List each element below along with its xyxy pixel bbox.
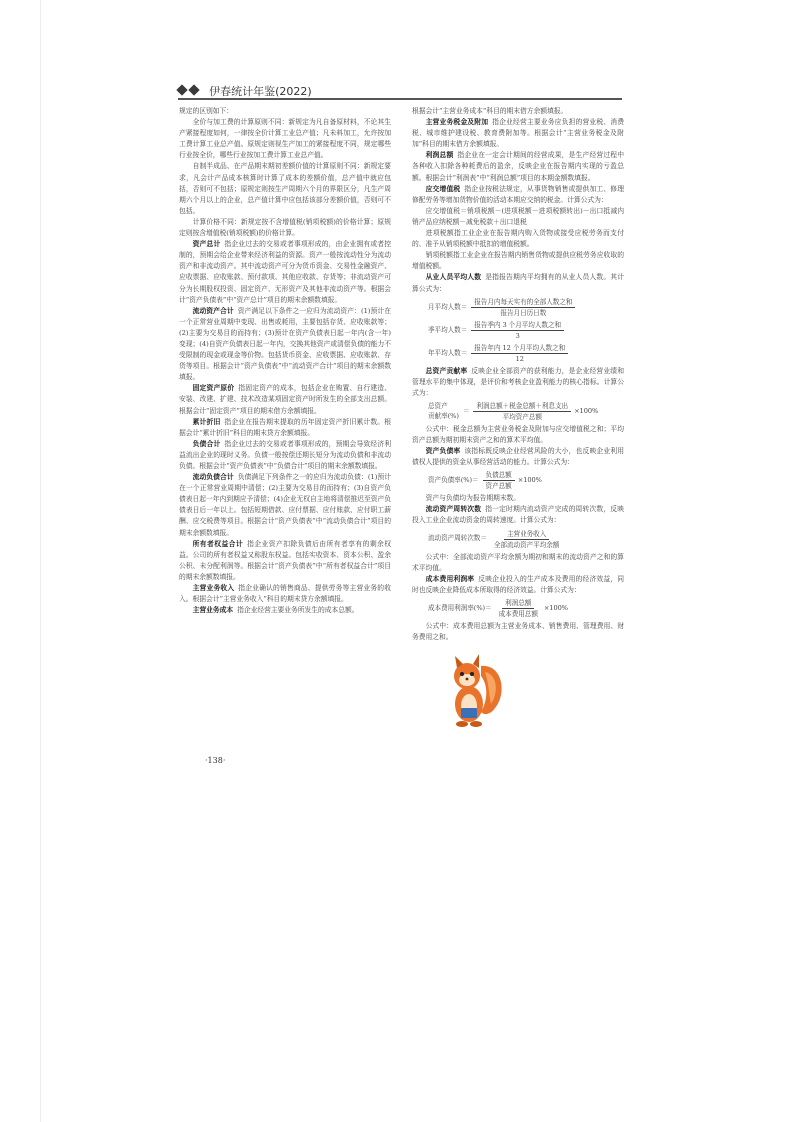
mascot-foot-left [456,721,468,727]
denominator: 平均资产总额 [502,412,542,421]
equals-sign: ＝ [462,406,470,415]
numerator: 报告年内 12 个月平均人数之和 [471,343,568,354]
definition-vat-payable [412,184,624,206]
term: 从业人员平均人数 [425,273,482,282]
paragraph: 公式中：税金总额为主营业务税金及附加与应交增值税之和；平均资产总额为期初期末资产之和的算术平均值。 [412,424,624,444]
definition-accumulated-depreciation [179,417,391,439]
term: 负债合计 [192,439,221,448]
definition-asset-contribution [412,366,624,399]
term: 流动负债合计 [192,473,234,482]
definition-text: 负债满足下列条件之一的应归为流动负债：(1)预计在一个正常营业周期中清偿；(2)主要为交易目的而持有；(3)自资产负债表日起一年内到期应予清偿；(4)企业无权自主地将清偿推迟至资产负债表日后一年以上。包括短期借款、应付票据、应付账款、应付职工薪酬、应交税费等项目。根据会计“资产负债表”中“流动负债合计”项目的期末余额数填报。 [179,473,391,537]
formula-monthly-average [428,297,624,318]
definition-main-tax [412,117,624,150]
numerator: 利润总额 [502,598,534,609]
definition-fixed-assets-original [179,383,391,416]
term: 资产总计 [192,240,221,249]
term: 利润总额 [425,151,454,160]
numerator: 主营业务收入 [504,529,549,540]
multiplier: ×100% [517,476,542,485]
fraction [491,529,562,550]
definition-owners-equity [179,539,391,583]
denominator: 资产总额 [485,482,512,491]
formula-lhs: 季平均人数＝ [428,325,468,334]
definition-main-cost [179,605,391,616]
term: 主营业务收入 [192,584,235,593]
diamond-icon [176,84,187,95]
definition-text: 指企业确认的销售商品、提供劳务等主营业务的收入。根据会计“主营业务收入”科目的期末贷方余额填报。 [179,584,391,604]
fraction [496,598,541,619]
fraction [471,320,564,341]
multiplier: ×100% [574,406,599,415]
term: 总资产贡献率 [425,366,468,375]
paragraph: 全价与加工费的计算原则不同：新规定为凡自备原材料，不论其生产紧接程度如何，一律按全价计算工业总产值；凡未料加工，允许按加工费计算工业总产值。原规定则视生产加工的紧接程度不同，规定哪些行业按全价，哪些行业按加工费计算工业总产值。 [179,118,391,160]
definition-text: 反映企业全部资产的获利能力，是企业经营业绩和管理水平的集中体现，是评价和考核企业盈利能力的核心指标。计算公式为： [412,366,624,397]
denominator: 全部流动资产平均余额 [493,540,560,549]
definition-text: 指企业过去的交易或者事项形成的，预期会导致经济利益流出企业的现时义务。负债一般按偿还期长短分为流动负债和非流动负债。根据会计“资产负债表”中“负债合计”项目的期末余额数填报。 [179,439,391,470]
definition-debt-ratio [412,446,624,468]
paragraph: 根据会计“主营业务成本”科目的期末借方余额填报。 [412,107,568,115]
paragraph: 公式中：全部流动资产平均余额为期初和期末的流动资产之和的算术平均值。 [412,552,624,572]
paragraph: 计算价格不同：新规定按不含增值税(销项税额)的价格计算；原规定则按含增值税(销项税额)的价格计算。 [179,217,391,238]
definition-text: 指企业资产扣除负债后由所有者享有的剩余权益。公司的所有者权益又称股东权益。包括实收资本、资本公积、盈余公积、未分配利润等。根据会计“资产负债表”中“所有者权益合计”项目的期末余额数填报。 [179,539,392,581]
formula-lhs [428,401,459,421]
numerator: 报告季内 3 个月平均人数之和 [471,320,564,331]
paragraph: 资产与负债均为报告期期末数。 [425,494,521,503]
formula-lhs: 资产负债率(%)＝ [428,476,479,485]
formula-lhs-bottom: 贡献率(%) [428,412,459,421]
header-title: 伊春统计年鉴(2022) [209,85,312,98]
definition-main-revenue [179,583,391,605]
definition-text: 指企业经营主要业务应负担的营业税、消费税、城市维护建设税、教育费附加等。根据会计“主营业务税金及附加”科目的期末借方余额填报。 [412,118,624,149]
definition-total-assets [179,239,391,306]
definition-text: 指企业在一定会计期间的经营成果，是生产经营过程中各种收入扣除各种耗费后的盈余，反映企业在报告期内实现的亏盈总额。根据会计“利润表”中“利润总额”项目的本期金额数填报。 [412,151,624,182]
formula-lhs-top: 总资产 [428,402,448,411]
definition-text: 指企业过去的交易或者事项形成的，由企业拥有或者控制的，预期会给企业带来经济利益的资源。资产一般按流动性分为流动资产和非流动资产。其中流动资产可分为货币资金、交易性金融资产、应收票据、应收账款、预付款项、其他应收款、存货等；非流动资产可分为长期股权投资、固定资产、无形资产及其他非流动资产等。根据会计“资产负债表”中“资产总计”项目的期末余额数填报。 [179,240,391,304]
paragraph: 进项税额指工业企业在报告期内购入货物或接受应税劳务而支付的、准予从销项税额中抵扣的增值税额。 [412,229,624,249]
definition-current-assets [179,306,391,384]
definition-text: 指企业经营主要业务所发生的成本总额。 [237,606,359,615]
definition-text: 指固定资产的成本，包括企业在购置、自行建造、安装、改建、扩建、技术改造某项固定资产时所发生的全部支出总额。根据会计“固定资产”项目的期末借方余额填报。 [179,384,391,415]
term: 应交增值税 [425,184,461,193]
definition-text: 指一定时期内流动资产完成的周转次数，反映投入工业企业流动资金的周转速度。计算公式为： [412,505,624,525]
mascot-nose [466,678,469,681]
mascot-foot-right [470,721,482,727]
definition-total-profit [412,150,624,183]
term: 资产负债率 [425,447,461,456]
fraction [471,297,575,318]
denominator: 3 [515,331,520,340]
paragraph: 规定的区别如下： [179,107,233,115]
numerator: 利润总额＋税金总额＋利息支出 [473,401,571,412]
term: 累计折旧 [192,417,221,426]
multiplier: ×100% [543,603,569,612]
term: 主营业务税金及附加 [425,118,489,127]
denominator: 12 [515,354,524,363]
mascot-eye-left [460,672,464,676]
definition-cost-profit-ratio [412,574,624,596]
formula-turnover [428,529,624,550]
denominator: 报告月日历日数 [500,308,547,317]
term: 所有者权益合计 [192,539,244,548]
formula-lhs: 成本费用利润率(%)＝ [428,603,492,612]
mascot-eye-right [470,672,474,676]
definition-text: 指企业在报告期末提取的历年固定资产折旧累计数。根据会计“累计折旧”科目的期末贷方余额填报。 [179,417,391,437]
formula-yearly-average [428,343,624,364]
term: 流动资产周转次数 [425,505,482,514]
paragraph: 销项税额指工业企业在报告期内销售货物或提供应税劳务应收取的增值税额。 [412,251,624,271]
formula-asset-contribution [428,401,624,422]
page-number: ·138· [205,756,226,765]
mascot-book [461,708,477,718]
numerator: 报告月内每天实有的全部人数之和 [471,297,575,308]
formula-cost-profit-ratio [428,598,624,619]
squirrel-mascot-icon [441,646,505,738]
paragraph: 自制半成品、在产品期末期初差额价值的计算原则不同：新规定要求，凡会计产品成本核算时计算了成本的差额价值，总产值中就应包括，否则可不包括；原规定则按生产周期六个月的界限区分，凡生产周期六个月以上的企业，总产值计算中应包括该部分差额价值，否则可不包括。 [179,162,391,215]
formula-debt-ratio [428,470,624,491]
denominator: 成本费用总额 [498,609,538,618]
definition-current-asset-turnover [412,504,624,526]
left-column [179,106,391,616]
header-rule [178,98,622,100]
formula-lhs: 流动资产周转次数＝ [428,534,487,543]
fraction [473,401,571,422]
paragraph: 公式中：成本费用总额为主营业务成本、销售费用、管理费用、财务费用之和。 [412,621,624,641]
definition-text: 指企业按税法规定，从事货物销售或提供加工、修理修配劳务等增加货物价值的活动本期应交纳的税金。计算公式为： [412,184,624,204]
formula-quarterly-average [428,320,624,341]
term: 主营业务成本 [192,606,234,615]
fraction [471,343,568,364]
definition-text: 资产满足以下条件之一应归为流动资产：(1)预计在一个正常营业周期中变现、出售或耗用，主要包括存货、应收账款等；(2)主要为交易目的而持有；(3)预计在资产负债表日起一年内(含一年)变现；(4)自资产负债表日起一年内，交换其他资产或清偿负债的能力不受限制的现金或现金等价物。包括货币资金、应收票据、应收账款、存货等项目。根据会计“资产负债表”中“流动资产合计”项目的期末余额数填报。 [179,306,391,382]
definition-text: 是指报告期内平均拥有的从业人员人数。其计算公式为： [412,273,624,293]
running-header [178,80,622,98]
numerator: 负债总额 [483,470,515,481]
term: 固定资产原价 [192,384,235,393]
formula-lhs: 年平均人数＝ [428,348,468,357]
definition-text: 反映企业投入的生产成本及费用的经济效益，同时也反映企业降低成本所取得的经济效益。计算公式为： [412,574,624,594]
definition-text: 该指标既反映企业经营风险的大小，也反映企业利用债权人提供的资金从事经营活动的能力。计算公式为： [412,447,624,467]
term: 成本费用利润率 [425,574,475,583]
page-binding-line [40,0,41,1122]
diamond-icon [188,84,199,95]
term: 流动资产合计 [192,306,234,315]
definition-current-liabilities [179,472,391,539]
formula-lhs: 月平均人数＝ [428,302,468,311]
definition-avg-employees [412,272,624,294]
formula-vat: 应交增值税＝销项税额－(进项税额－进项税额转出)－出口抵减内销产品应纳税额－减免税款＋出口退税 [412,206,624,226]
right-column [412,106,624,643]
fraction [483,470,515,491]
definition-total-liabilities [179,439,391,472]
